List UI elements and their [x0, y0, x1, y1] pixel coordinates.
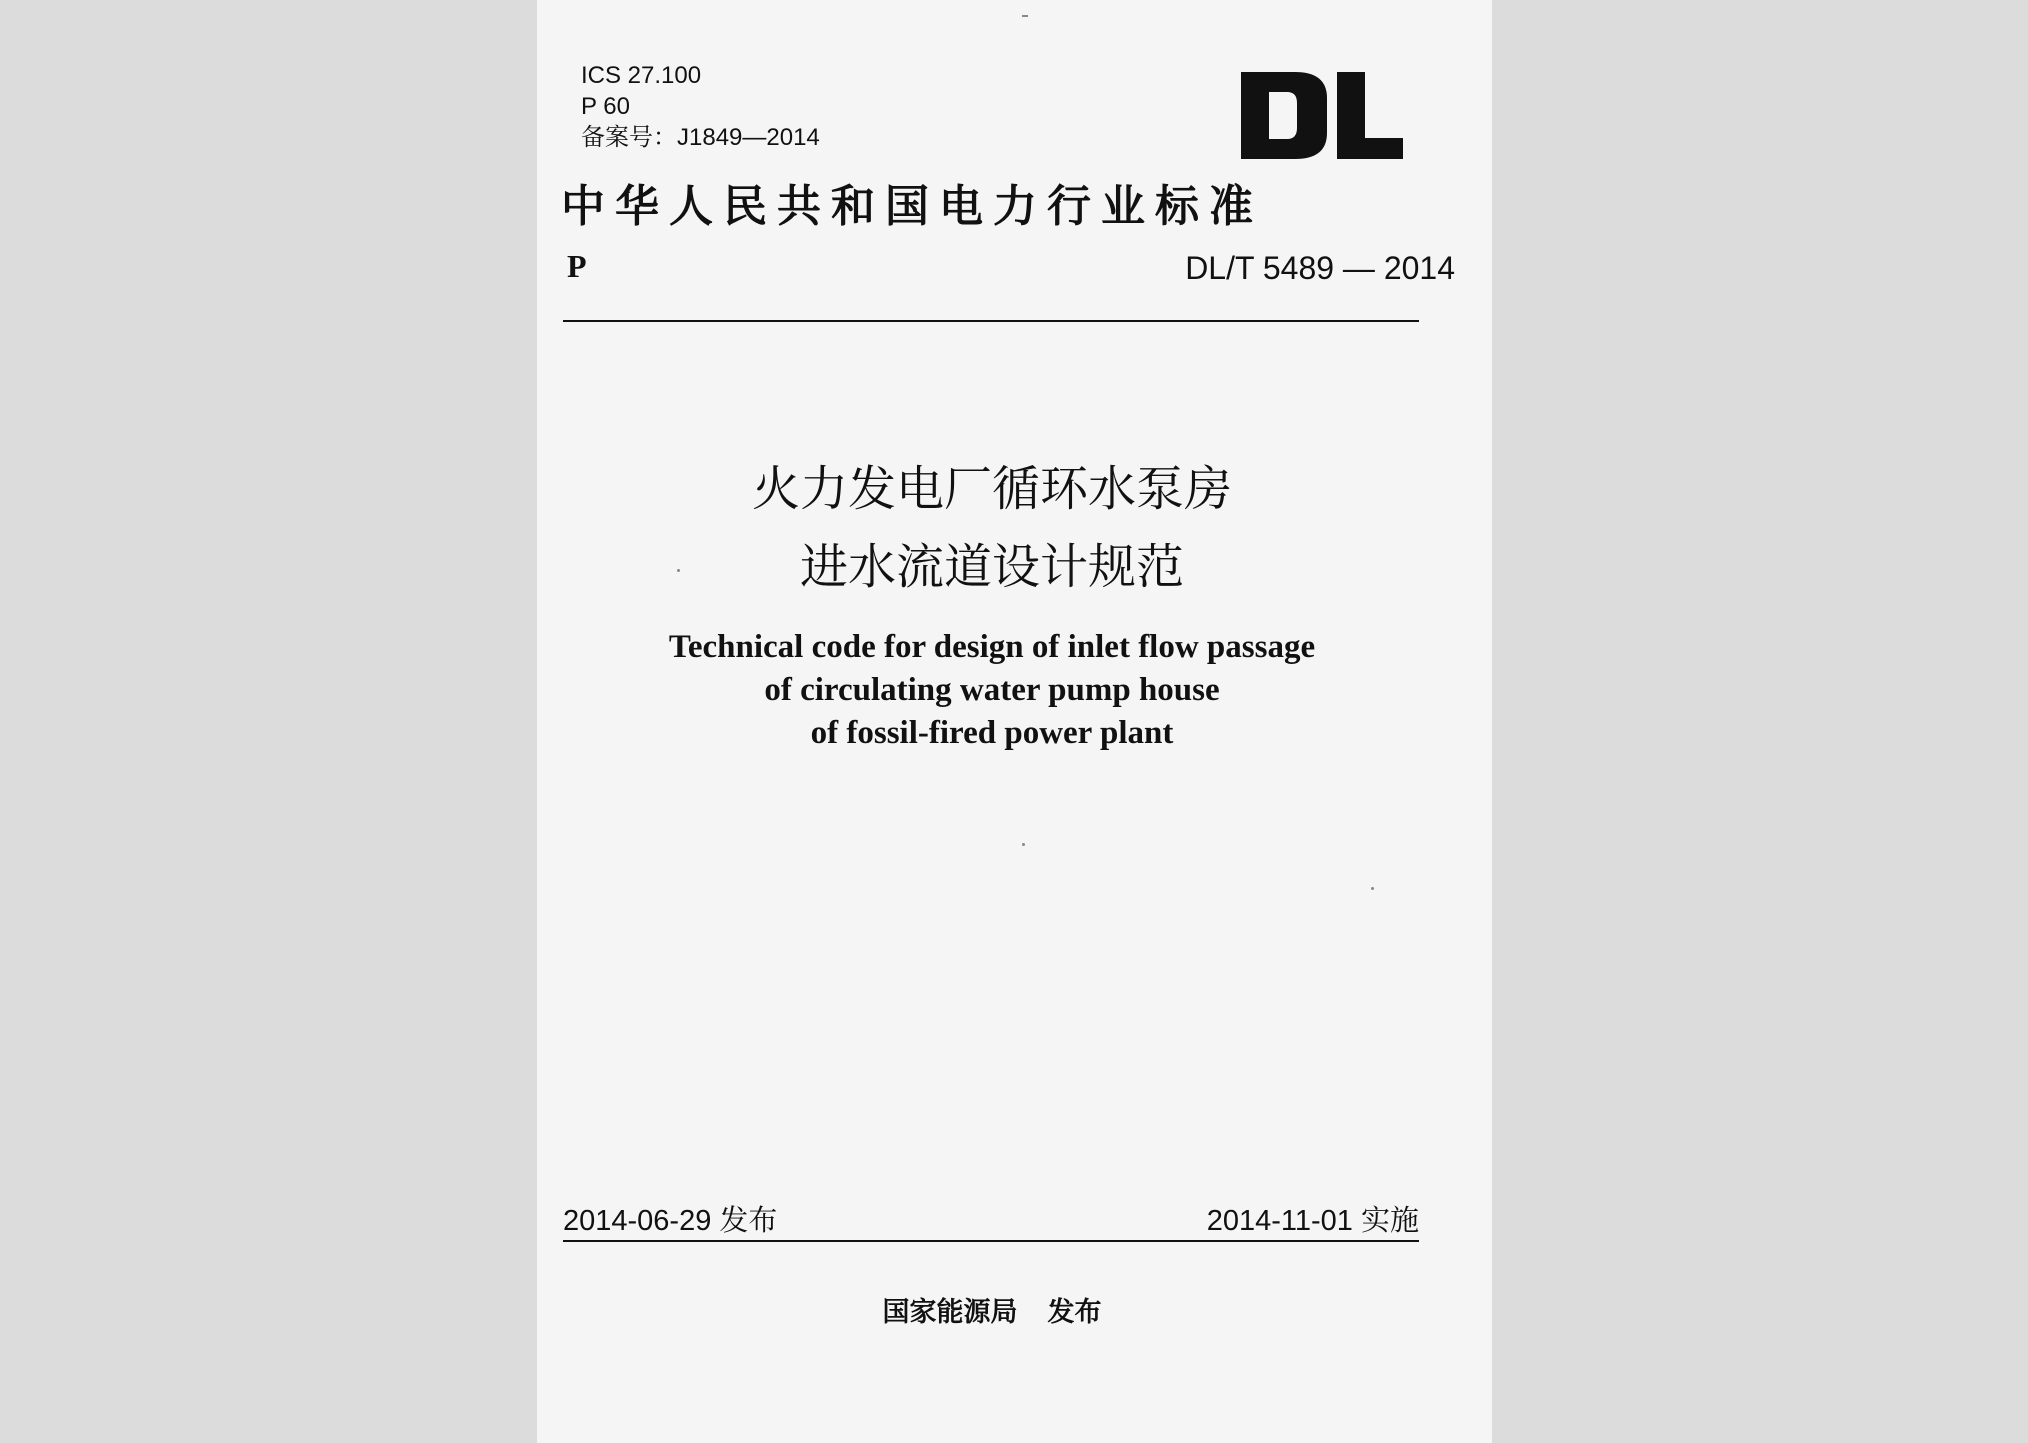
document-cover [537, 0, 1492, 1443]
footer-divider [563, 1240, 1419, 1242]
effective-date: 2014-11-01 实施 [1206, 1205, 1419, 1237]
scan-speck [1022, 15, 1028, 17]
scan-speck [1371, 887, 1374, 890]
scan-speck [677, 569, 680, 572]
issue-date: 2014-06-29 发布 [563, 1205, 778, 1237]
publish-word: 发布 [1047, 1297, 1102, 1328]
header-divider [563, 320, 1419, 322]
title-chinese-line-1: 火力发电厂循环水泵房 [751, 461, 1232, 517]
title-english-line-1: Technical code for design of inlet flow passage [668, 629, 1316, 665]
title-english [537, 626, 1447, 755]
ics-code: ICS 27.100 [581, 62, 702, 89]
classification-block [581, 60, 820, 153]
standard-number: DL/T 5489 — 2014 [1185, 250, 1455, 286]
title-english-line-2: of circulating water pump house [764, 672, 1220, 708]
organization-title: 中华人民共和国电力行业标准 [561, 181, 1263, 232]
scan-speck [1022, 843, 1025, 846]
logo-letter-d [1241, 72, 1327, 159]
publisher-line [537, 1290, 1447, 1329]
record-number: 备案号：J1849—2014 [581, 124, 820, 151]
classification-letter: P [567, 248, 587, 284]
publisher-name: 国家能源局 [882, 1297, 1018, 1328]
title-chinese-line-2: 进水流道设计规范 [799, 539, 1184, 595]
ccs-code: P 60 [581, 93, 630, 120]
logo-letter-l [1337, 72, 1403, 159]
dl-logo [1237, 68, 1407, 163]
title-english-line-3: of fossil-fired power plant [810, 715, 1174, 751]
